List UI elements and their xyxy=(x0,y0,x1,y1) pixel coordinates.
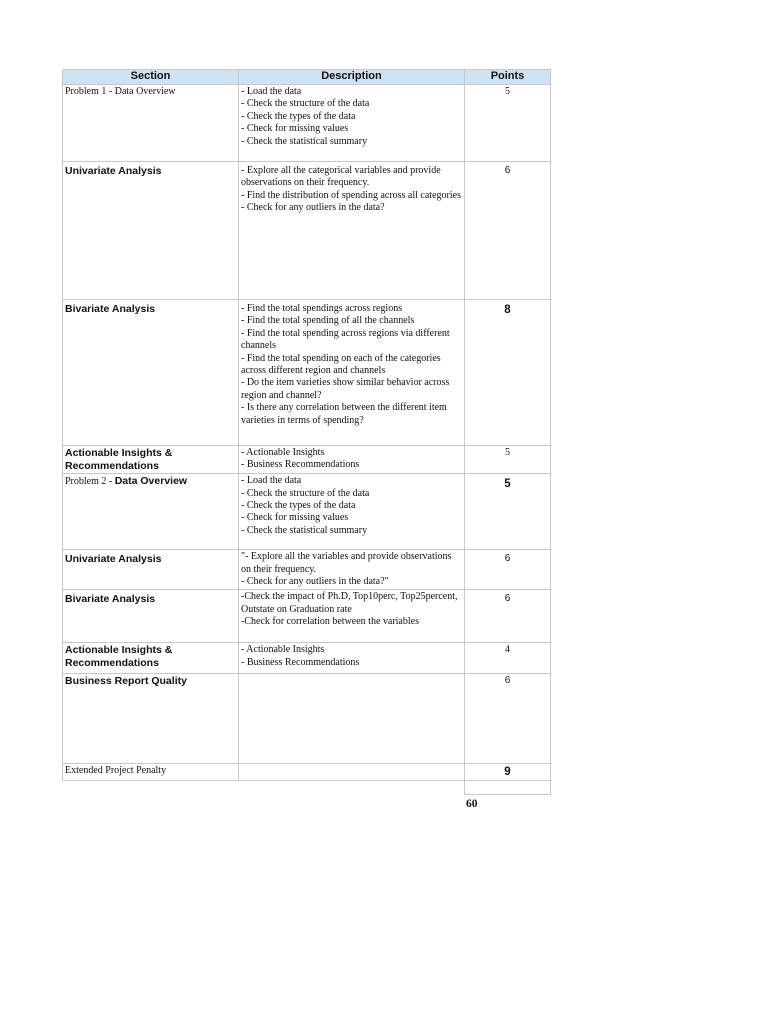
section-cell: Actionable Insights & Recommendations xyxy=(63,446,239,474)
points-cell: 5 xyxy=(465,85,551,162)
section-cell xyxy=(63,85,239,162)
points-cell: 8 xyxy=(465,300,551,446)
section-cell: Bivariate Analysis xyxy=(63,300,239,446)
table-row xyxy=(63,643,551,674)
points-cell: 5 xyxy=(465,474,551,550)
table-row xyxy=(63,474,551,550)
table-row xyxy=(63,550,551,590)
header-points: Points xyxy=(465,70,551,85)
description-cell: - Find the total spendings across regions - Find the total spending of all the channels - Find the total spending across regions via different channels - Find the total spending on each of the categories across different region and channels - Do the item varieties show similar behavior across region and channel? - Is there any correlation between the different item varieties in terms of spending? xyxy=(239,300,465,446)
table-row xyxy=(63,162,551,300)
table-row xyxy=(63,674,551,764)
description-cell xyxy=(239,764,465,781)
table-row xyxy=(63,781,551,795)
points-cell: 6 xyxy=(465,550,551,590)
table-row xyxy=(63,764,551,781)
points-cell: 6 xyxy=(465,674,551,764)
description-cell: - Actionable Insights - Business Recommendations xyxy=(239,643,465,674)
description-cell: - Load the data - Check the structure of the data - Check the types of the data - Check for missing values - Check the statistical summary xyxy=(239,85,465,162)
section-cell: Univariate Analysis xyxy=(63,550,239,590)
section-cell: Bivariate Analysis xyxy=(63,590,239,643)
empty-cell xyxy=(63,781,239,795)
total-points: 60 xyxy=(466,798,478,810)
description-cell: - Load the data - Check the structure of the data - Check the types of the data - Check for missing values - Check the statistical summary xyxy=(239,474,465,550)
description-cell: "- Explore all the variables and provide observations on their frequency. - Check for any outliers in the data?" xyxy=(239,550,465,590)
points-cell: 4 xyxy=(465,643,551,674)
points-cell: 6 xyxy=(465,590,551,643)
rubric-table xyxy=(62,69,551,795)
header-section: Section xyxy=(63,70,239,85)
header-row xyxy=(63,70,551,85)
points-cell: 6 xyxy=(465,162,551,300)
description-cell: - Explore all the categorical variables and provide observations on their frequency. - Find the distribution of spending across all categories - Check for any outliers in the data? xyxy=(239,162,465,300)
section-cell: Extended Project Penalty xyxy=(63,764,239,781)
section-label: Data Overview xyxy=(114,475,188,488)
section-cell: Business Report Quality xyxy=(63,674,239,764)
description-cell xyxy=(239,674,465,764)
table-row xyxy=(63,85,551,162)
points-cell: 5 xyxy=(465,446,551,474)
section-cell xyxy=(63,474,239,550)
table-row xyxy=(63,300,551,446)
points-cell: 9 xyxy=(465,764,551,781)
description-cell: -Check the impact of Ph.D, Top10perc, Top25percent, Outstate on Graduation rate -Check for correlation between the variables xyxy=(239,590,465,643)
table-row xyxy=(63,590,551,643)
description-cell: - Actionable Insights - Business Recommendations xyxy=(239,446,465,474)
header-description: Description xyxy=(239,70,465,85)
empty-cell xyxy=(239,781,465,795)
table-row xyxy=(63,446,551,474)
section-cell: Actionable Insights & Recommendations xyxy=(63,643,239,674)
section-cell: Univariate Analysis xyxy=(63,162,239,300)
section-prefix: Problem 2 - xyxy=(65,476,115,488)
section-label: Data Overview xyxy=(114,86,176,97)
empty-cell xyxy=(465,781,551,795)
section-prefix: Problem 1 - xyxy=(65,86,115,97)
